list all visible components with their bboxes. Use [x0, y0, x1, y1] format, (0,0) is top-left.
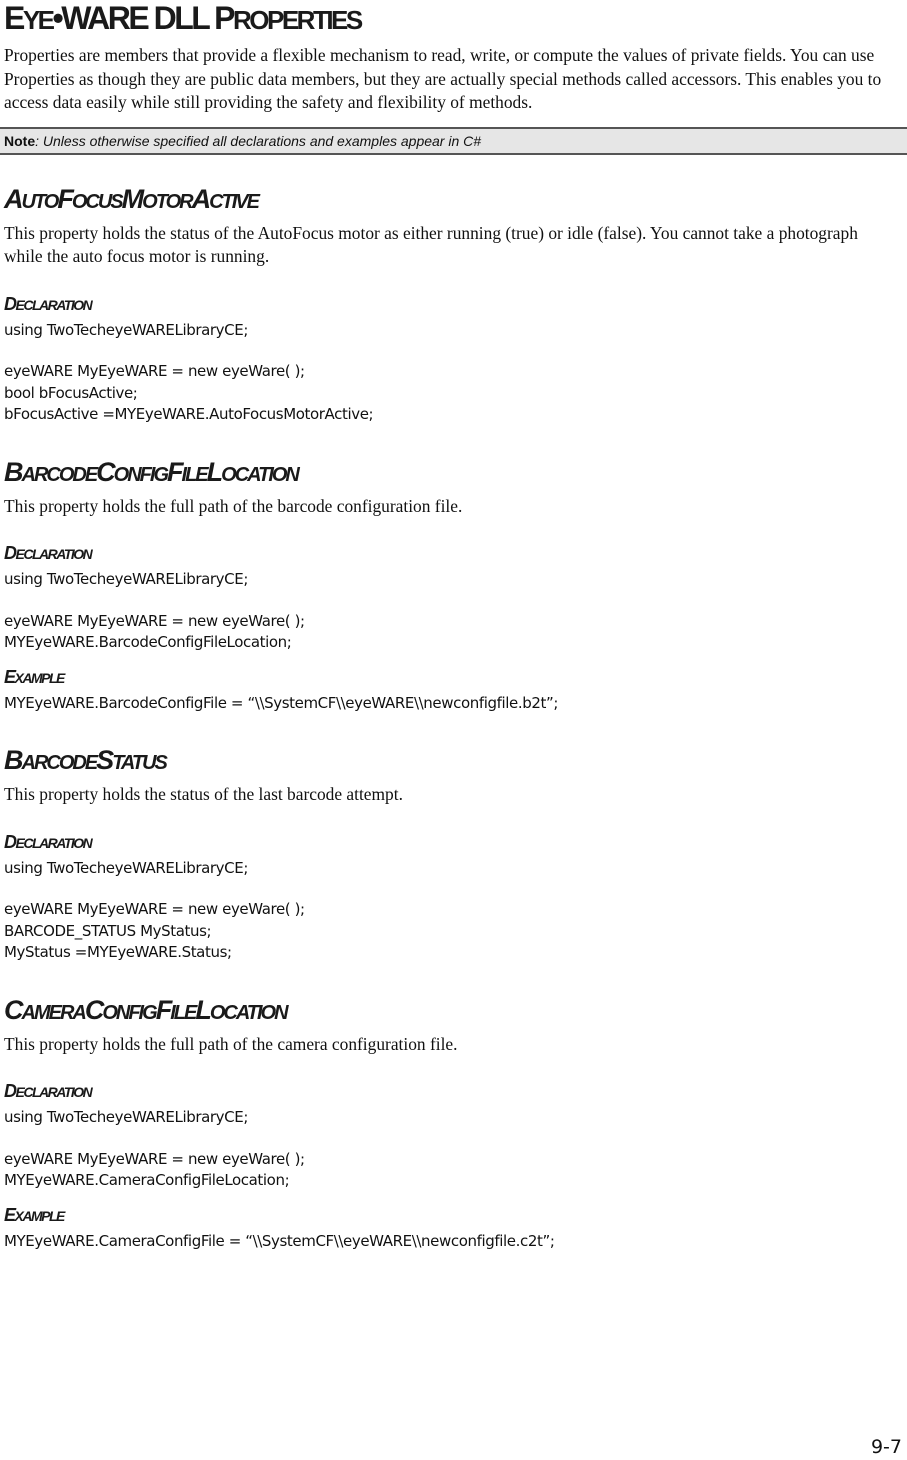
section-title: BARCODECONFIGFILELOCATION: [4, 456, 298, 487]
page-number: 9-7: [870, 1436, 902, 1458]
section-title: AUTOFOCUSMOTORACTIVE: [4, 183, 258, 214]
code-line: MYEyeWARE.BarcodeConfigFile = “\\SystemCF\\eyeWARE\\newconfigfile.b2t”;: [4, 693, 558, 712]
page-title: EYE•WARE DLL PROPERTIES: [4, 0, 361, 36]
code-line: MYEyeWARE.CameraConfigFile = “\\SystemCF\\eyeWARE\\newconfigfile.c2t”;: [4, 1231, 555, 1250]
code-line: MYEyeWARE.BarcodeConfigFileLocation;: [4, 633, 292, 651]
section-description: This property holds the full path of the camera configuration file.: [4, 1033, 458, 1054]
code-line: using TwoTecheyeWARELibraryCE;: [4, 858, 248, 877]
declaration-heading: DECLARATION: [4, 831, 92, 852]
code-line: BARCODE_STATUS MyStatus;: [4, 921, 212, 940]
code-line: bFocusActive =MYEyeWARE.AutoFocusMotorActive;: [4, 405, 374, 423]
code-line: eyeWARE MyEyeWARE = new eyeWare( );: [4, 611, 305, 630]
code-line: eyeWARE MyEyeWARE = new eyeWare( );: [4, 1149, 305, 1168]
code-line: MYEyeWARE.CameraConfigFileLocation;: [4, 1171, 290, 1189]
code-line: using TwoTecheyeWARELibraryCE;: [4, 1108, 248, 1126]
section-description: This property holds the full path of the barcode configuration file.: [4, 495, 463, 516]
code-line: eyeWARE MyEyeWARE = new eyeWare( );: [4, 900, 305, 918]
declaration-heading: DECLARATION: [4, 543, 92, 563]
declaration-code: [4, 1107, 907, 1192]
section-description: This property holds the status of the AutoFocus motor as either running (true) or idle (false). You cannot take a photograph while the auto focus motor is running.: [4, 222, 858, 266]
section-title: CAMERACONFIGFILELOCATION: [4, 994, 287, 1025]
bullet-glyph: •: [52, 0, 62, 36]
code-line: using TwoTecheyeWARELibraryCE;: [4, 320, 248, 339]
declaration-heading: DECLARATION: [4, 293, 92, 314]
section-autofocus-motor-active: [0, 183, 907, 426]
section-barcode-config-file-location: [0, 456, 907, 715]
example-heading: EXAMPLE: [4, 1204, 64, 1225]
section-description: This property holds the status of the last barcode attempt.: [4, 784, 403, 804]
section-title: BARCODESTATUS: [4, 745, 166, 775]
code-line: bool bFocusActive;: [4, 383, 138, 402]
note-text: : Unless otherwise specified all declarations and examples appear in C#: [35, 132, 482, 149]
example-heading: EXAMPLE: [4, 666, 64, 687]
section-barcode-status: [0, 744, 907, 964]
declaration-heading: DECLARATION: [4, 1081, 92, 1101]
code-line: eyeWARE MyEyeWARE = new eyeWare( );: [4, 362, 305, 380]
code-line: MyStatus =MYEyeWARE.Status;: [4, 943, 232, 961]
example-code: [4, 693, 907, 715]
example-code: [4, 1231, 907, 1253]
code-line: using TwoTecheyeWARELibraryCE;: [4, 570, 248, 588]
note-label: Note: [4, 132, 36, 149]
section-camera-config-file-location: [0, 994, 907, 1253]
declaration-code: [4, 858, 907, 964]
declaration-code: [4, 569, 907, 654]
declaration-code: [4, 320, 907, 426]
note-bar: [0, 127, 907, 155]
intro-paragraph: Properties are members that provide a flexible mechanism to read, write, or compute the values of private fields. You can use Properties as though they are public data members, but they are actually special methods called accessors. This enables you to access data easily while still providing the safety and flexibility of methods.: [4, 45, 882, 112]
